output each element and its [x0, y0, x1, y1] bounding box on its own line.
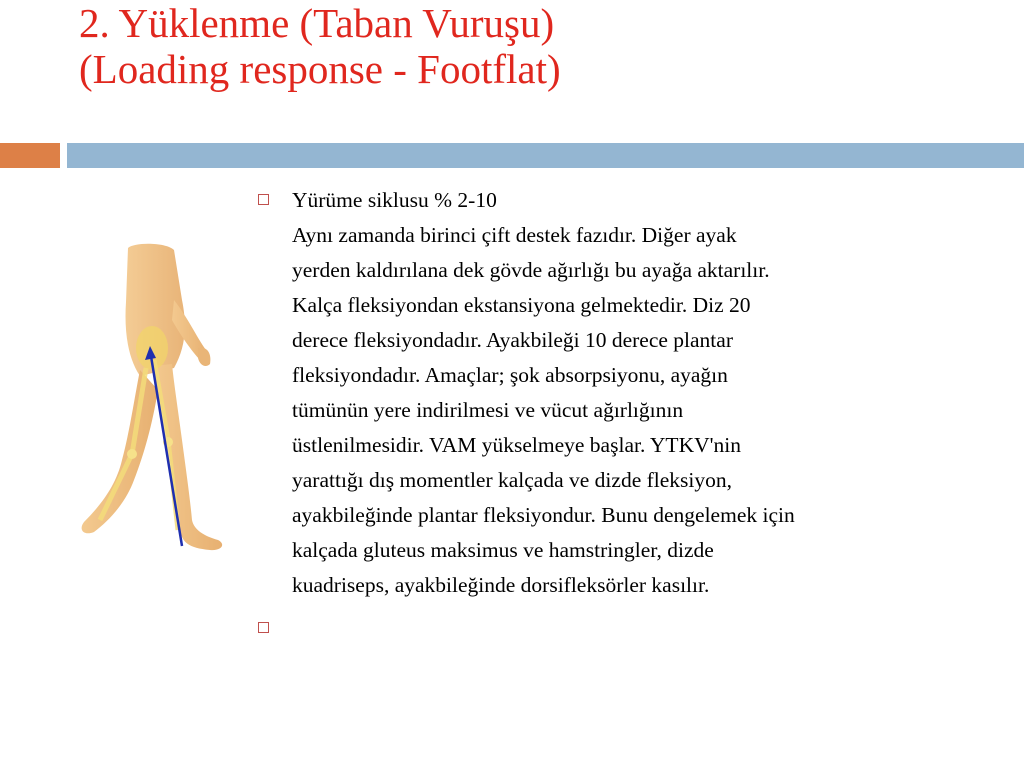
- bullet-line: Kalça fleksiyondan ekstansiyona gelmektedir. Diz 20: [292, 293, 751, 317]
- bullet-line: kuadriseps, ayakbileğinde dorsifleksörler kasılır.: [292, 573, 710, 597]
- bullet-line: fleksiyondadır. Amaçlar; şok absorpsiyonu, ayağın: [292, 363, 728, 387]
- square-bullet-icon: [258, 194, 269, 205]
- bullet-line: kalçada gluteus maksimus ve hamstringler, dizde: [292, 538, 714, 562]
- bullet-line: yarattığı dış momentler kalçada ve dizde fleksiyon,: [292, 468, 733, 492]
- bullet-line: Aynı zamanda birinci çift destek fazıdır. Diğer ayak: [292, 223, 737, 247]
- square-bullet-icon: [258, 622, 269, 633]
- accent-bar-orange: [0, 143, 60, 168]
- bullet-list: [258, 183, 978, 646]
- bullet-line: tümünün yere indirilmesi ve vücut ağırlığının: [292, 398, 684, 422]
- slide-title: [79, 0, 979, 92]
- bullet-line: üstlenilmesidir. VAM yükselmeye başlar. YTKV'nin: [292, 433, 741, 457]
- accent-bar-blue: [67, 143, 1024, 168]
- leg-skeleton-icon: [70, 240, 232, 558]
- bullet-empty-line: [292, 611, 978, 646]
- bullet-item-1: [258, 183, 978, 603]
- bullet-line: yerden kaldırılana dek gövde ağırlığı bu ayağa aktarılır.: [292, 258, 770, 282]
- bullet-line: derece fleksiyondadır. Ayakbileği 10 derece plantar: [292, 328, 733, 352]
- bullet-item-2: [258, 611, 978, 646]
- title-line-1: 2. Yüklenme (Taban Vuruşu): [79, 0, 555, 46]
- title-line-2: (Loading response - Footflat): [79, 46, 561, 92]
- leg-illustration: [70, 240, 232, 558]
- bullet-line: ayakbileğinde plantar fleksiyondur. Bunu dengelemek için: [292, 503, 795, 527]
- bullet-line: Yürüme siklusu % 2-10: [292, 188, 497, 212]
